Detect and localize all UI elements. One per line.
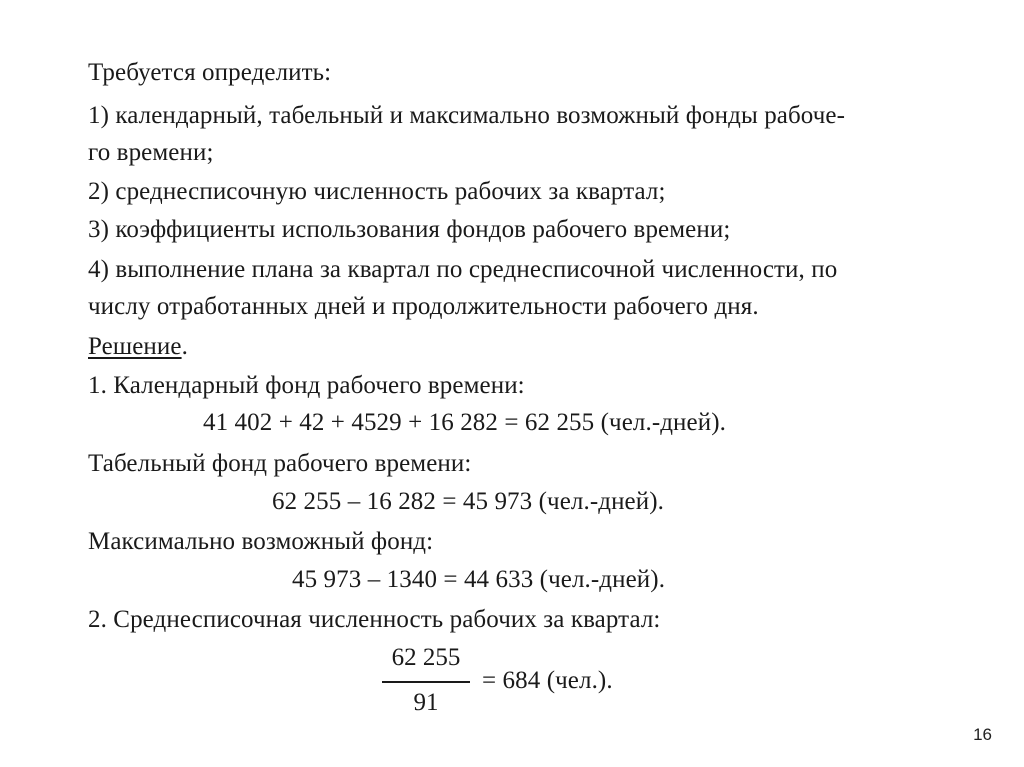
solution-heading-line: [88, 332, 188, 362]
task-item-2: 2) среднесписочную численность рабочих за квартал;: [88, 178, 666, 205]
task-item-4: 4) выполнение плана за квартал по среднесписочной численности, по: [88, 256, 838, 283]
step1-title: 1. Календарный фонд рабочего времени:: [88, 372, 525, 399]
step1-formula: 41 402 + 42 + 4529 + 16 282 = 62 255 (чел.-дней).: [203, 409, 726, 436]
step2-title: 2. Среднесписочная численность рабочих за квартал:: [88, 606, 661, 633]
task-item-1-continued: го времени;: [88, 139, 214, 166]
max-fund-title: Максимально возможный фонд:: [88, 528, 434, 555]
fraction-numerator: 62 255: [391, 644, 461, 671]
task-item-4-continued: числу отработанных дней и продолжительности рабочего дня.: [88, 293, 759, 320]
task-heading: Требуется определить:: [88, 59, 332, 86]
max-fund-formula: 45 973 – 1340 = 44 633 (чел.-дней).: [292, 566, 666, 593]
fraction-bar: [382, 681, 470, 683]
task-item-1: 1) календарный, табельный и максимально возможный фонды рабоче-: [88, 102, 846, 129]
tabel-fund-title: Табельный фонд рабочего времени:: [88, 450, 472, 477]
solution-heading: Решение: [88, 333, 182, 360]
tabel-fund-formula: 62 255 – 16 282 = 45 973 (чел.-дней).: [272, 488, 664, 515]
solution-heading-suffix: .: [181, 333, 188, 360]
fraction-denominator: 91: [413, 689, 439, 716]
step2-result: = 684 (чел.).: [482, 667, 613, 694]
slide-number: 16: [973, 725, 992, 744]
task-item-3: 3) коэффициенты использования фондов рабочего времени;: [88, 216, 731, 243]
step2-fraction: [380, 643, 472, 723]
